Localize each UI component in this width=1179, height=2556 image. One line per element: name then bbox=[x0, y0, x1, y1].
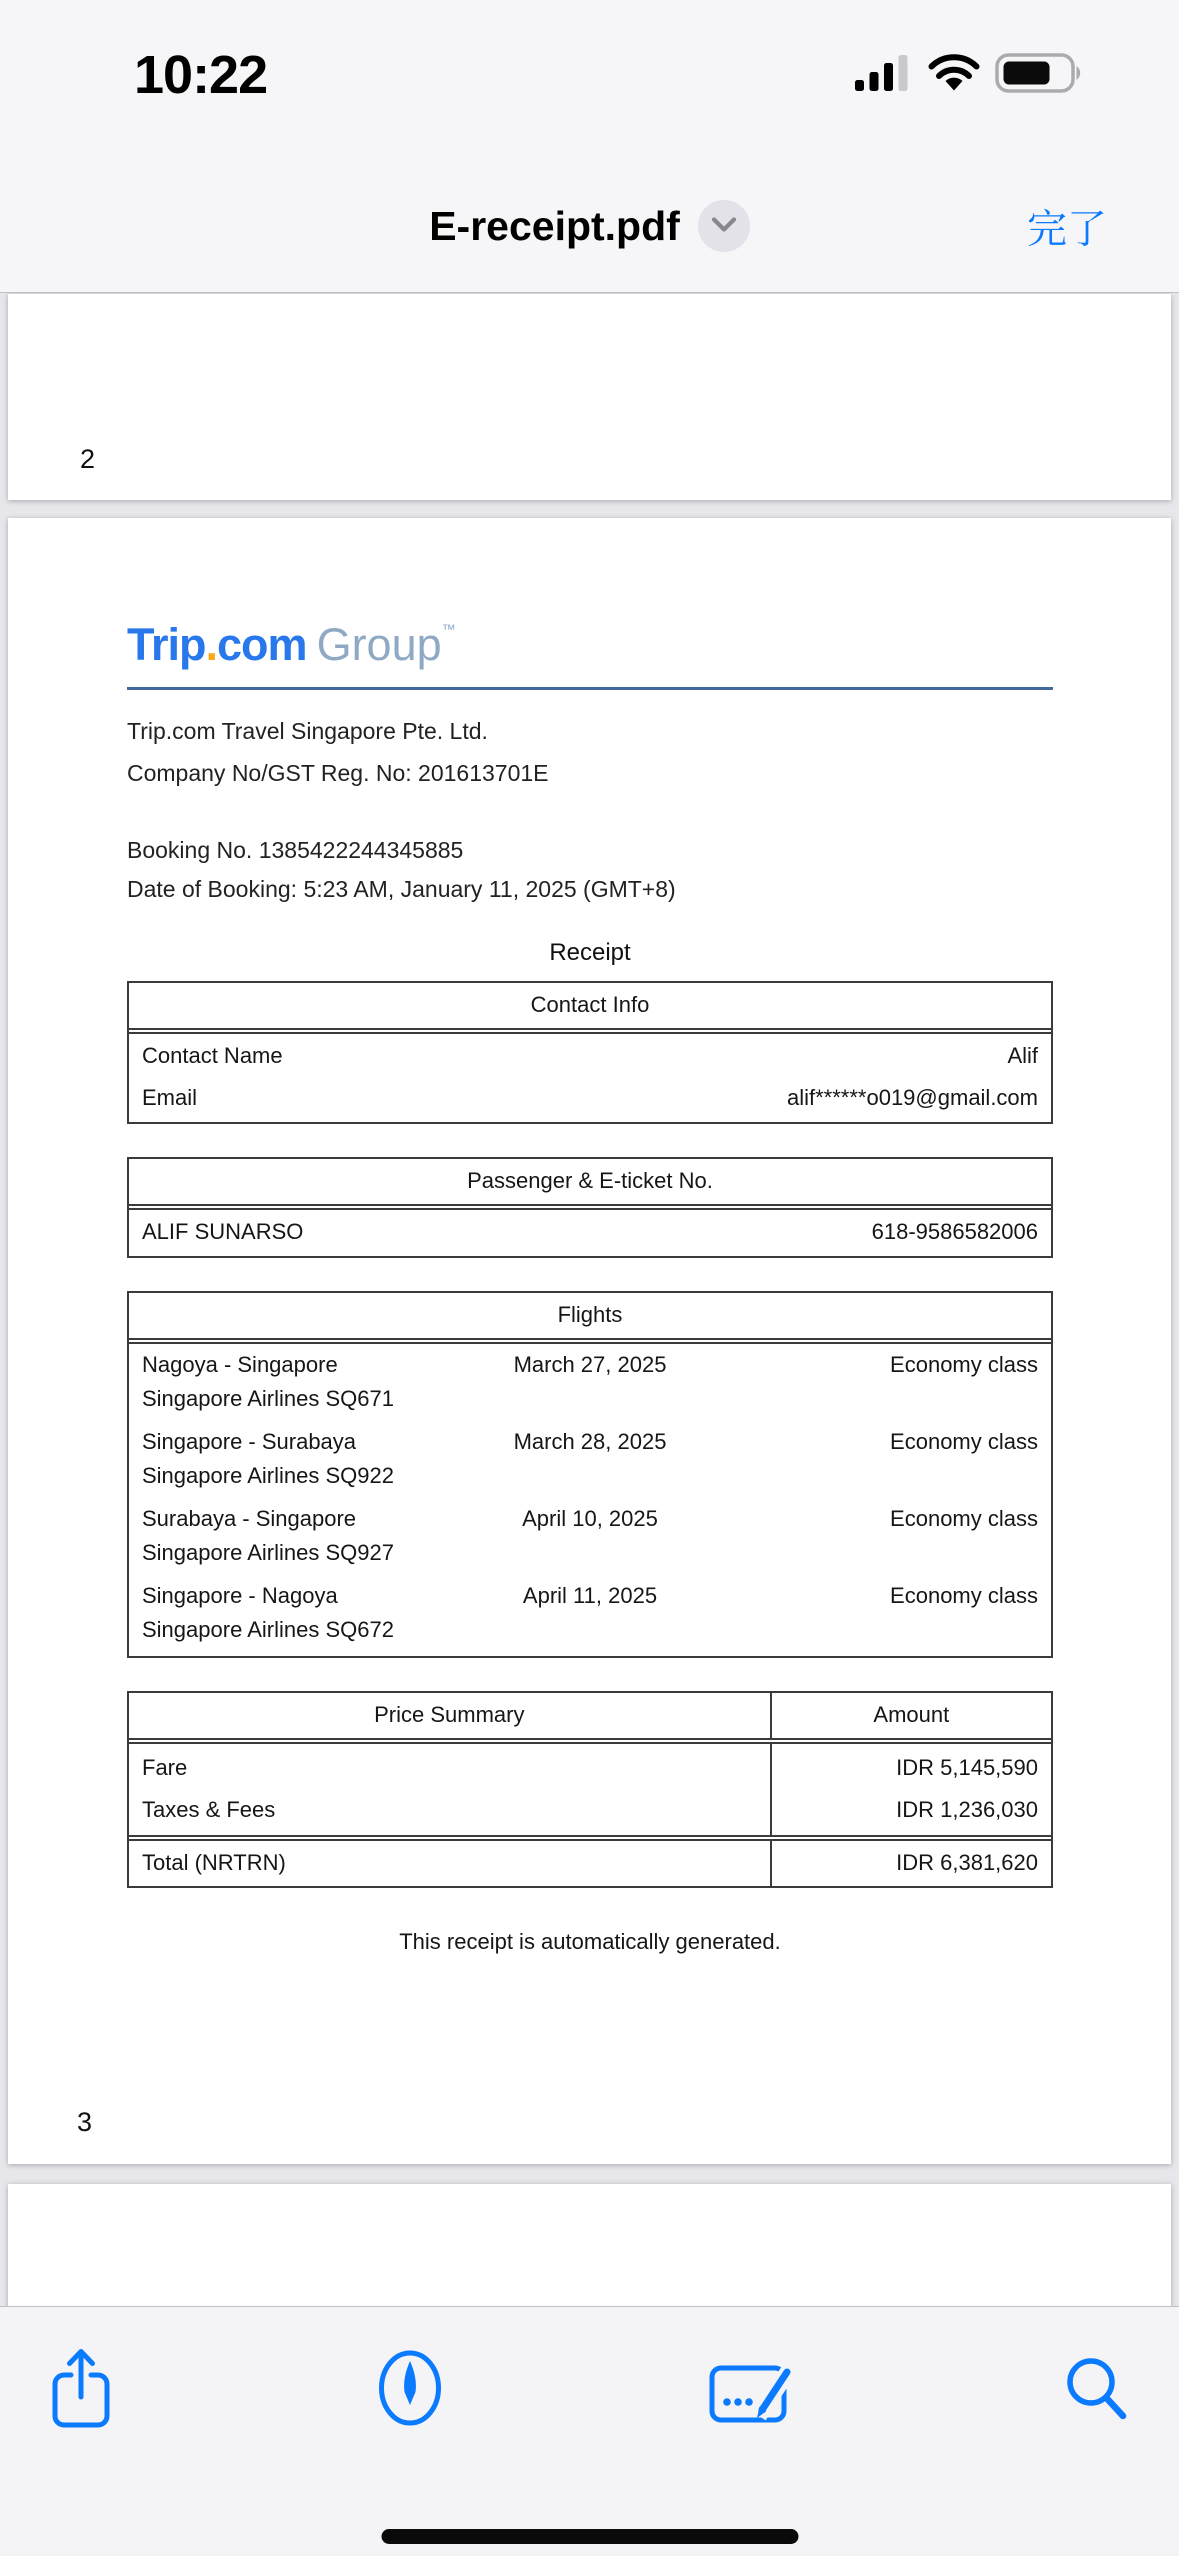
table-row bbox=[129, 1421, 1051, 1498]
flight-date: April 10, 2025 bbox=[522, 1506, 658, 1531]
document-title: E-receipt.pdf bbox=[429, 202, 680, 249]
fare-label: Fare bbox=[142, 1755, 188, 1780]
flights-table-header: Flights bbox=[129, 1293, 1051, 1340]
price-summary-table bbox=[127, 1691, 1053, 1888]
price-table-body bbox=[129, 1742, 1051, 1837]
form-fill-button[interactable] bbox=[709, 2350, 799, 2429]
markup-button[interactable] bbox=[376, 2348, 444, 2431]
pdf-page-2 bbox=[8, 294, 1171, 500]
receipt-document bbox=[127, 518, 1053, 1955]
contact-info-header: Contact Info bbox=[129, 983, 1051, 1030]
flight-airline: Singapore Airlines SQ671 bbox=[142, 1386, 394, 1411]
search-button[interactable] bbox=[1063, 2354, 1129, 2425]
flights-table bbox=[127, 1291, 1053, 1658]
search-icon bbox=[1063, 2354, 1129, 2425]
markup-icon bbox=[376, 2348, 444, 2431]
contact-name-label: Contact Name bbox=[142, 1043, 283, 1068]
table-row bbox=[129, 1344, 1051, 1421]
logo-com-text: com bbox=[217, 619, 307, 670]
total-amount: IDR 6,381,620 bbox=[896, 1850, 1038, 1875]
email-label: Email bbox=[142, 1085, 198, 1110]
logo-group-text: Group bbox=[316, 619, 442, 670]
form-fill-icon bbox=[709, 2350, 799, 2429]
flights-table-body bbox=[129, 1342, 1051, 1656]
auto-generated-note: This receipt is automatically generated. bbox=[399, 1929, 781, 1954]
status-icons bbox=[855, 52, 1083, 99]
pdf-scroll-area[interactable] bbox=[0, 294, 1179, 2306]
booking-number: Booking No. 1385422244345885 bbox=[127, 837, 464, 863]
flight-route: Surabaya - Singapore bbox=[142, 1506, 357, 1531]
battery-icon bbox=[995, 52, 1083, 99]
status-time: 10:22 bbox=[134, 45, 268, 105]
nav-bar bbox=[0, 178, 1179, 274]
brand-divider-line bbox=[127, 687, 1053, 690]
taxes-label: Taxes & Fees bbox=[142, 1797, 276, 1822]
passenger-name: ALIF SUNARSO bbox=[142, 1219, 304, 1244]
table-row bbox=[129, 1575, 1051, 1656]
passenger-table bbox=[127, 1157, 1053, 1258]
title-menu-button[interactable] bbox=[698, 200, 750, 252]
contact-info-table bbox=[127, 981, 1053, 1124]
passenger-table-body bbox=[129, 1208, 1051, 1256]
price-table-header bbox=[129, 1693, 1051, 1740]
chevron-down-icon bbox=[711, 216, 737, 236]
logo-trip-text: Trip bbox=[127, 619, 206, 670]
page-number-2: 2 bbox=[80, 444, 96, 474]
logo-dot: . bbox=[205, 619, 218, 670]
bottom-toolbar bbox=[0, 2306, 1179, 2556]
price-labels bbox=[129, 1744, 772, 1835]
flight-airline: Singapore Airlines SQ927 bbox=[142, 1540, 394, 1565]
flight-date: March 27, 2025 bbox=[513, 1352, 667, 1377]
share-button[interactable] bbox=[50, 2346, 112, 2433]
status-bar bbox=[0, 38, 1179, 112]
pdf-page-3 bbox=[8, 518, 1171, 2164]
done-button[interactable]: 完了 bbox=[1027, 198, 1107, 255]
wifi-icon bbox=[928, 53, 980, 97]
flight-airline: Singapore Airlines SQ672 bbox=[142, 1617, 394, 1642]
flight-route: Singapore - Surabaya bbox=[142, 1429, 357, 1454]
home-indicator[interactable] bbox=[381, 2529, 798, 2544]
flight-date: March 28, 2025 bbox=[513, 1429, 667, 1454]
price-amounts bbox=[772, 1744, 1051, 1835]
total-label: Total (NRTRN) bbox=[129, 1841, 772, 1886]
contact-info-body bbox=[129, 1032, 1051, 1122]
table-row bbox=[129, 1219, 1051, 1245]
passenger-table-header: Passenger & E-ticket No. bbox=[129, 1159, 1051, 1206]
flight-airline: Singapore Airlines SQ922 bbox=[142, 1463, 394, 1488]
receipt-heading: Receipt bbox=[549, 939, 631, 966]
company-name: Trip.com Travel Singapore Pte. Ltd. bbox=[127, 718, 488, 744]
company-registration: Company No/GST Reg. No: 201613701E bbox=[127, 760, 549, 786]
flight-class: Economy class bbox=[890, 1506, 1038, 1531]
table-row bbox=[129, 1043, 1051, 1069]
amount-header: Amount bbox=[873, 1702, 950, 1727]
taxes-amount: IDR 1,236,030 bbox=[896, 1797, 1038, 1822]
price-table-total-row bbox=[129, 1839, 1051, 1886]
flight-route: Singapore - Nagoya bbox=[142, 1583, 338, 1608]
table-row bbox=[129, 1085, 1051, 1111]
flight-class: Economy class bbox=[890, 1583, 1038, 1608]
pdf-page-4 bbox=[8, 2184, 1171, 2309]
price-summary-header: Price Summary bbox=[129, 1693, 772, 1738]
logo-trademark: ™ bbox=[441, 621, 455, 637]
flight-route: Nagoya - Singapore bbox=[142, 1352, 338, 1377]
flight-class: Economy class bbox=[890, 1429, 1038, 1454]
booking-date: Date of Booking: 5:23 AM, January 11, 2025 (GMT+8) bbox=[127, 876, 676, 902]
flight-date: April 11, 2025 bbox=[522, 1583, 658, 1608]
flight-class: Economy class bbox=[890, 1352, 1038, 1377]
tripcom-group-logo bbox=[127, 604, 1053, 670]
page-number-3: 3 bbox=[77, 2107, 93, 2137]
email-value: alif******o019@gmail.com bbox=[786, 1085, 1038, 1110]
cellular-signal-icon bbox=[855, 54, 913, 97]
eticket-number: 618-9586582006 bbox=[871, 1219, 1038, 1244]
share-icon bbox=[50, 2346, 112, 2433]
top-chrome bbox=[0, 0, 1179, 293]
contact-name-value: Alif bbox=[1007, 1043, 1038, 1068]
table-row bbox=[129, 1498, 1051, 1575]
fare-amount: IDR 5,145,590 bbox=[896, 1755, 1038, 1780]
